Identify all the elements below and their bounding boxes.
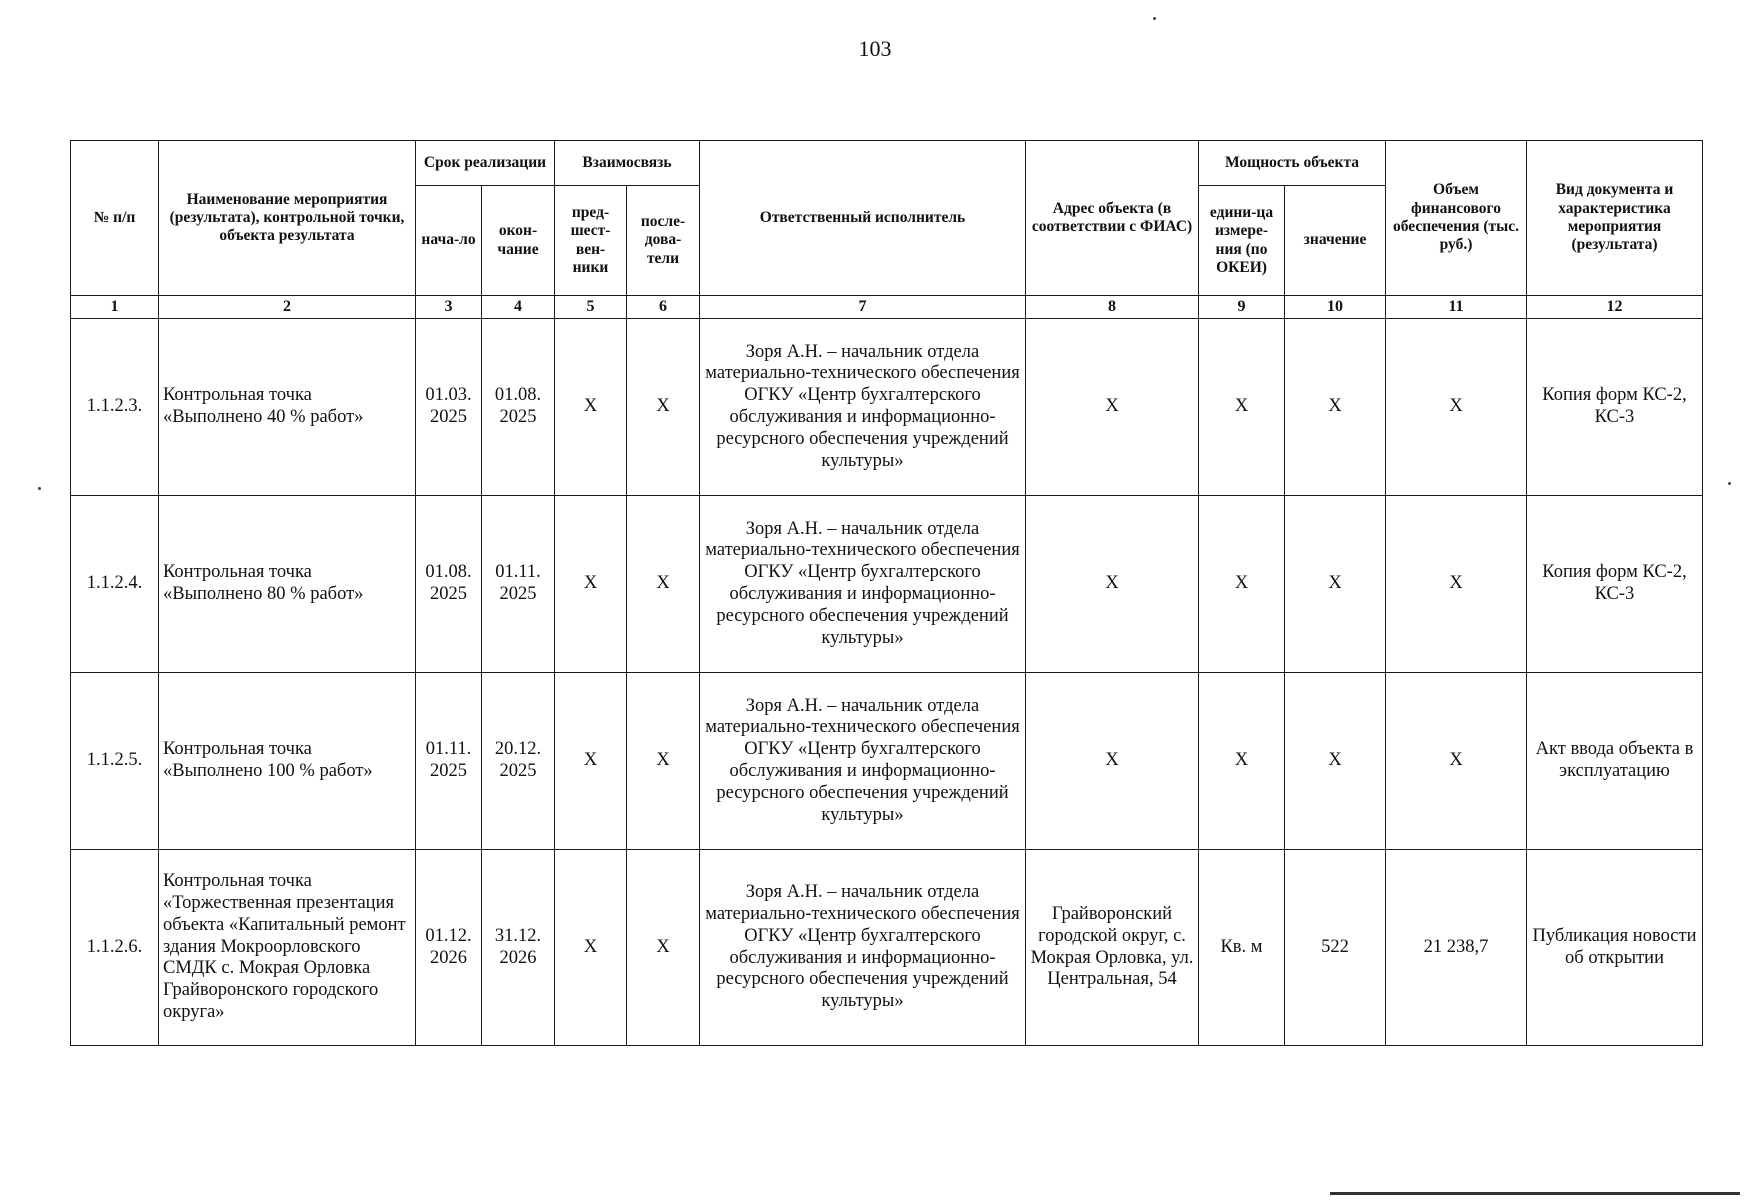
row-end: 01.11. 2025	[482, 496, 555, 673]
row-number: 1.1.2.4.	[71, 496, 159, 673]
row-funding: X	[1386, 673, 1527, 850]
column-number: 4	[482, 296, 555, 319]
column-number: 5	[555, 296, 627, 319]
row-name: Контрольная точка «Выполнено 80 % работ»	[159, 496, 416, 673]
table-row	[71, 319, 1703, 496]
row-value: X	[1285, 673, 1386, 850]
column-number: 2	[159, 296, 416, 319]
row-name: Контрольная точка «Выполнено 40 % работ»	[159, 319, 416, 496]
column-number: 8	[1026, 296, 1199, 319]
column-number: 3	[416, 296, 482, 319]
row-number: 1.1.2.5.	[71, 673, 159, 850]
header-unit: едини-ца измере-ния (по ОКЕИ)	[1199, 186, 1285, 296]
page-number: 103	[858, 36, 892, 61]
header-responsible: Ответственный исполнитель	[700, 141, 1026, 296]
row-start: 01.08. 2025	[416, 496, 482, 673]
header-value: значение	[1285, 186, 1386, 296]
milestones-table	[70, 140, 1703, 1046]
row-funding: X	[1386, 496, 1527, 673]
header-address: Адрес объекта (в соответствии с ФИАС)	[1026, 141, 1199, 296]
row-responsible: Зоря А.Н. – начальник отдела материально-технического обеспечения ОГКУ «Центр бухгалтерского обслуживания и информационно-ресурсного обеспечения учреждений культуры»	[700, 850, 1026, 1046]
column-number: 9	[1199, 296, 1285, 319]
table-row	[71, 496, 1703, 673]
header-successors: после-дова-тели	[627, 186, 700, 296]
row-start: 01.11. 2025	[416, 673, 482, 850]
row-predecessors: X	[555, 496, 627, 673]
row-start: 01.03. 2025	[416, 319, 482, 496]
row-value: X	[1285, 319, 1386, 496]
scan-speck	[1153, 17, 1156, 20]
column-number: 7	[700, 296, 1026, 319]
header-end: окон-чание	[482, 186, 555, 296]
row-predecessors: X	[555, 850, 627, 1046]
header-period: Срок реализации	[416, 141, 555, 186]
row-end: 01.08. 2025	[482, 319, 555, 496]
row-address: X	[1026, 496, 1199, 673]
row-unit: Кв. м	[1199, 850, 1285, 1046]
row-successors: X	[627, 850, 700, 1046]
row-end: 20.12. 2025	[482, 673, 555, 850]
header-relation: Взаимосвязь	[555, 141, 700, 186]
scan-speck	[1728, 482, 1731, 485]
row-unit: X	[1199, 673, 1285, 850]
scan-edge-line	[1330, 1192, 1740, 1195]
header-document: Вид документа и характеристика мероприятия (результата)	[1527, 141, 1703, 296]
row-funding: X	[1386, 319, 1527, 496]
row-document: Копия форм КС-2, КС-3	[1527, 319, 1703, 496]
table-row	[71, 673, 1703, 850]
row-responsible: Зоря А.Н. – начальник отдела материально-технического обеспечения ОГКУ «Центр бухгалтерского обслуживания и информационно-ресурсного обеспечения учреждений культуры»	[700, 496, 1026, 673]
row-document: Публикация новости об открытии	[1527, 850, 1703, 1046]
row-value: X	[1285, 496, 1386, 673]
row-responsible: Зоря А.Н. – начальник отдела материально-технического обеспечения ОГКУ «Центр бухгалтерского обслуживания и информационно-ресурсного обеспечения учреждений культуры»	[700, 319, 1026, 496]
column-number: 6	[627, 296, 700, 319]
row-predecessors: X	[555, 319, 627, 496]
row-predecessors: X	[555, 673, 627, 850]
row-responsible: Зоря А.Н. – начальник отдела материально-технического обеспечения ОГКУ «Центр бухгалтерского обслуживания и информационно-ресурсного обеспечения учреждений культуры»	[700, 673, 1026, 850]
column-number: 12	[1527, 296, 1703, 319]
row-successors: X	[627, 673, 700, 850]
row-address: X	[1026, 673, 1199, 850]
header-funding: Объем финансового обеспечения (тыс. руб.)	[1386, 141, 1527, 296]
row-address: X	[1026, 319, 1199, 496]
row-address: Грайворонский городской округ, с. Мокрая Орловка, ул. Центральная, 54	[1026, 850, 1199, 1046]
header-start: нача-ло	[416, 186, 482, 296]
column-numbers-row	[71, 296, 1703, 319]
header-number: № п/п	[71, 141, 159, 296]
scan-speck	[38, 487, 41, 490]
row-unit: X	[1199, 319, 1285, 496]
row-end: 31.12. 2026	[482, 850, 555, 1046]
row-unit: X	[1199, 496, 1285, 673]
column-number: 1	[71, 296, 159, 319]
row-document: Акт ввода объекта в эксплуатацию	[1527, 673, 1703, 850]
table-row	[71, 850, 1703, 1046]
header-name: Наименование мероприятия (результата), контрольной точки, объекта результата	[159, 141, 416, 296]
row-name: Контрольная точка «Торжественная презентация объекта «Капитальный ремонт здания Мокроорловского СМДК с. Мокрая Орловка Грайворонского городского округа»	[159, 850, 416, 1046]
header-capacity: Мощность объекта	[1199, 141, 1386, 186]
column-number: 10	[1285, 296, 1386, 319]
row-document: Копия форм КС-2, КС-3	[1527, 496, 1703, 673]
row-number: 1.1.2.6.	[71, 850, 159, 1046]
row-start: 01.12. 2026	[416, 850, 482, 1046]
row-number: 1.1.2.3.	[71, 319, 159, 496]
row-successors: X	[627, 319, 700, 496]
header-predecessors: пред-шест-вен-ники	[555, 186, 627, 296]
column-number: 11	[1386, 296, 1527, 319]
row-funding: 21 238,7	[1386, 850, 1527, 1046]
row-value: 522	[1285, 850, 1386, 1046]
row-name: Контрольная точка «Выполнено 100 % работ»	[159, 673, 416, 850]
row-successors: X	[627, 496, 700, 673]
